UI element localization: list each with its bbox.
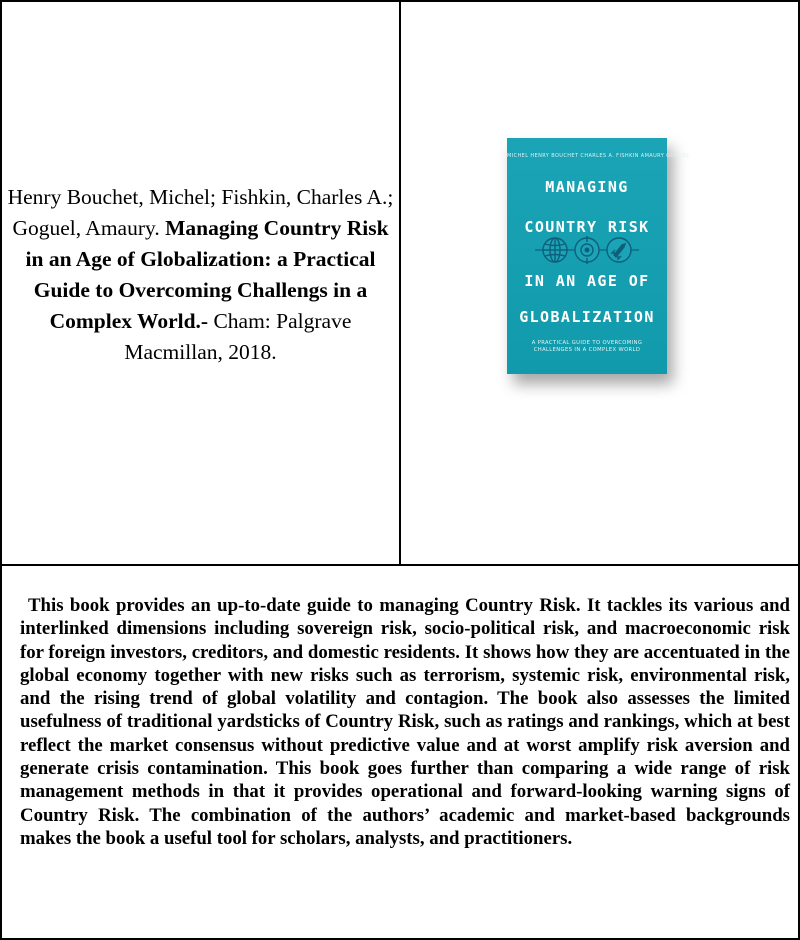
cover-title-line: COUNTRY RISK	[524, 218, 650, 236]
cover-subtitle-line: A PRACTICAL GUIDE TO OVERCOMING	[531, 340, 643, 346]
cover-authors: MICHEL HENRY BOUCHET CHARLES A. FISHKIN AMAURY GOGUEL	[507, 153, 690, 159]
target-icon	[575, 236, 599, 264]
cover-icons	[535, 236, 639, 264]
citation-publication: Cham: Palgrave Macmillan, 2018.	[124, 309, 352, 364]
cover-subtitle	[507, 340, 667, 354]
book-abstract: This book provides an up-to-date guide to managing Country Risk. It tackles its various and interlinked dimensions including sovereign risk, socio-political risk, and macroeconomic risk for foreign investors, creditors, and domestic residents. It shows how they are accentuated in the global economy together with new risks such as terrorism, systemic risk, environmental risk, and the rising trend of global volatility and contagion. The book also assesses the limited usefulness of traditional yardsticks of Country Risk, such as ratings and rankings, which at best reflect the market consensus without predictive value and at worst amplify risk aversion and generate crisis contamination. This book goes further than comparing a wide range of risk management methods in that it provides operational and forward-looking warning signs of Country Risk. The combination of the authors’ academic and market-based backgrounds makes the book a useful tool for scholars, analysts, and practitioners.	[20, 595, 790, 849]
cover-title-line: MANAGING	[545, 178, 629, 196]
cover-subtitle-line: CHALLENGES IN A COMPLEX WORLD	[533, 347, 641, 353]
cover-title-line: GLOBALIZATION	[519, 308, 655, 326]
rocket-icon	[607, 238, 631, 262]
cover-title-line: IN AN AGE OF	[524, 272, 650, 290]
book-citation	[6, 182, 395, 368]
citation-authors: Henry Bouchet, Michel; Fishkin, Charles A.; Goguel, Amaury.	[7, 185, 394, 240]
vertical-divider	[399, 0, 401, 565]
book-cover-image	[507, 138, 690, 374]
citation-title: Managing Country Risk in an Age of Globalization: a Practical Guide to Overcoming Challengs in a Complex World.-	[25, 216, 389, 333]
globe-icon	[543, 238, 567, 262]
book-cover	[507, 138, 690, 374]
